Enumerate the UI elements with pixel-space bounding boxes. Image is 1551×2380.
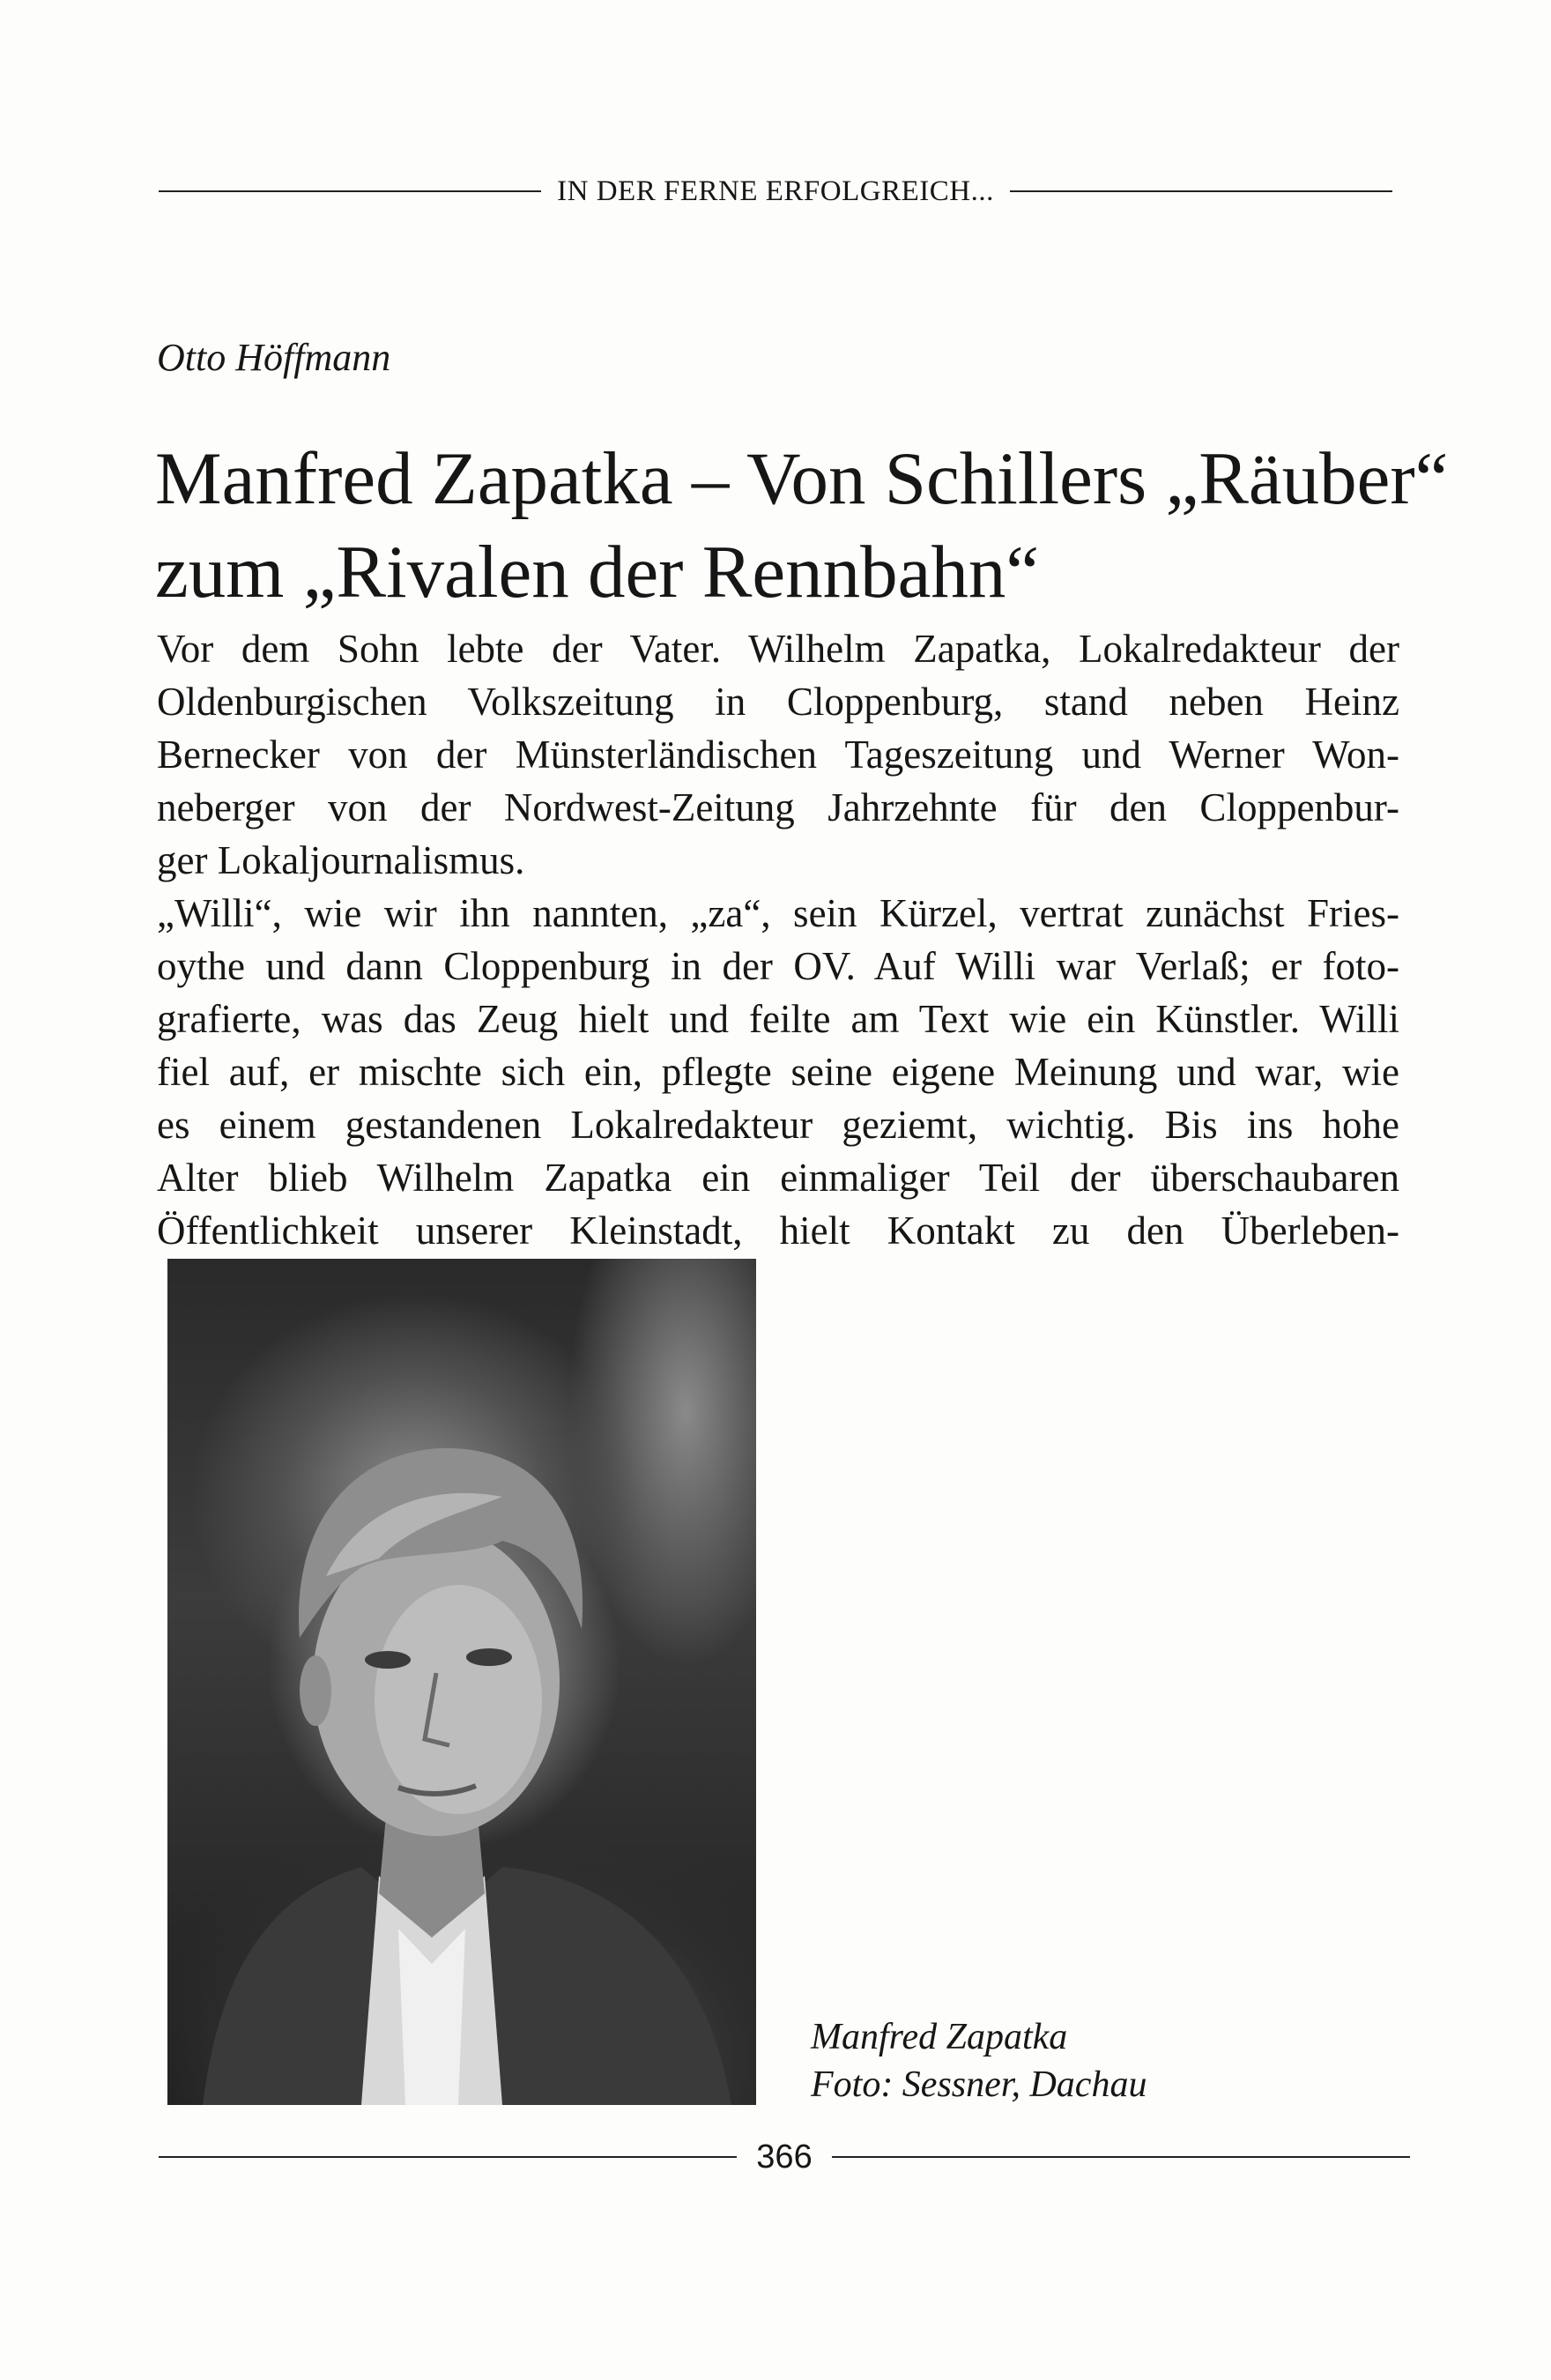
- title-line-2: zum „Rivalen der Rennbahn“: [155, 531, 1040, 614]
- body-line: es einem gestandenen Lokalredakteur geziemt, wichtig. Bis ins hohe: [157, 1103, 1399, 1147]
- body-line: oythe und dann Cloppenburg in der OV. Auf Willi war Verlaß; er foto-: [157, 944, 1399, 988]
- caption-credit: Foto: Sessner, Dachau: [811, 2064, 1147, 2105]
- body-line: Alter blieb Wilhelm Zapatka ein einmaliger Teil der überschaubaren: [157, 1156, 1399, 1200]
- body-line: grafierte, was das Zeug hielt und feilte am Text wie ein Künstler. Willi: [157, 997, 1399, 1041]
- body-line: neberger von der Nordwest-Zeitung Jahrzehnte für den Cloppenbur-: [157, 785, 1399, 829]
- body-line: Oldenburgischen Volkszeitung in Cloppenburg, stand neben Heinz: [157, 680, 1399, 724]
- body-line: Vor dem Sohn lebte der Vater. Wilhelm Zapatka, Lokalredakteur der: [157, 627, 1399, 671]
- title-line-1: Manfred Zapatka – Von Schillers „Räuber“: [155, 437, 1449, 520]
- body-line: ger Lokaljournalismus.: [157, 838, 525, 882]
- body-line: „Willi“, wie wir ihn nannten, „za“, sein Kürzel, vertrat zunächst Fries-: [157, 891, 1399, 935]
- article-title: [155, 432, 1449, 619]
- header-rule-left: [159, 190, 541, 192]
- article-body: [157, 622, 1399, 1257]
- caption-name: Manfred Zapatka: [811, 2017, 1068, 2057]
- footer-rule-right: [832, 2156, 1410, 2158]
- header-rule-right: [1010, 190, 1392, 192]
- running-head: [159, 169, 1392, 213]
- author-name: Otto Höffmann: [157, 336, 391, 379]
- photo-caption: [811, 2013, 1147, 2109]
- body-line: Bernecker von der Münsterländischen Tageszeitung und Werner Won-: [157, 733, 1399, 777]
- running-head-text: IN DER FERNE ERFOLGREICH...: [557, 175, 994, 207]
- portrait-photo: [167, 1259, 756, 2105]
- body-line: fiel auf, er mischte sich ein, pflegte seine eigene Meinung und war, wie: [157, 1050, 1399, 1094]
- footer-rule-left: [159, 2156, 737, 2158]
- page-number: 366: [756, 2138, 813, 2175]
- body-line: Öffentlichkeit unserer Kleinstadt, hielt Kontakt zu den Überleben-: [157, 1209, 1399, 1253]
- page-footer: [159, 2135, 1410, 2179]
- portrait-illustration: [167, 1259, 756, 2105]
